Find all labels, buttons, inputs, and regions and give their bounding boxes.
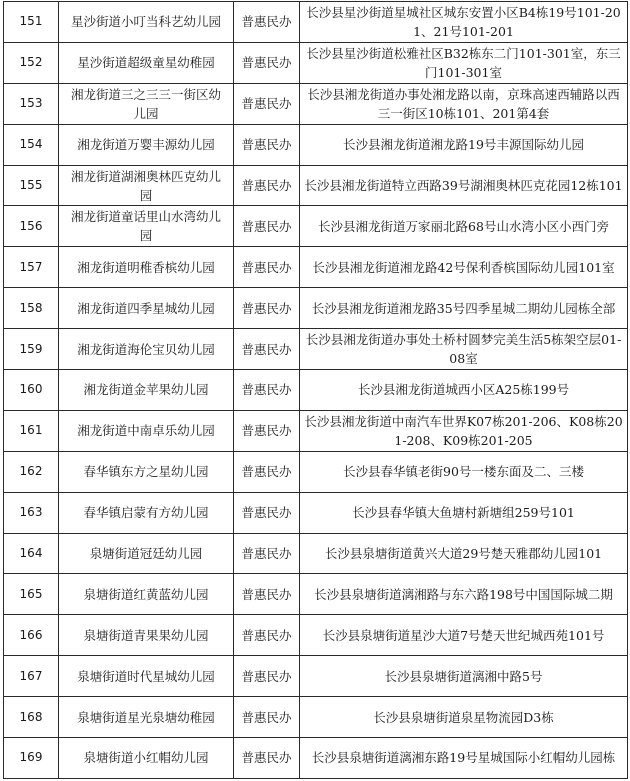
school-type: 普惠民办 — [234, 42, 300, 83]
school-type: 普惠民办 — [234, 574, 300, 615]
kindergarten-name: 泉塘街道红黄蓝幼儿园 — [59, 574, 234, 615]
school-type: 普惠民办 — [234, 329, 300, 370]
school-type: 普惠民办 — [234, 533, 300, 574]
table-row — [4, 42, 628, 83]
row-number: 156 — [4, 206, 59, 247]
table-row — [4, 738, 628, 779]
table-row — [4, 329, 628, 370]
school-type: 普惠民办 — [234, 410, 300, 451]
table-row — [4, 615, 628, 656]
row-number: 157 — [4, 247, 59, 288]
address: 长沙县湘龙街道湘龙路42号保利香槟国际幼儿园101室 — [300, 247, 628, 288]
table-row — [4, 165, 628, 206]
address: 长沙县星沙街道星城社区城东安置小区B4栋19号101-201、21号101-201 — [300, 2, 628, 43]
row-number: 162 — [4, 451, 59, 492]
kindergarten-name: 泉塘街道青果果幼儿园 — [59, 615, 234, 656]
row-number: 164 — [4, 533, 59, 574]
row-number: 167 — [4, 656, 59, 697]
school-type: 普惠民办 — [234, 370, 300, 411]
kindergarten-name: 春华镇启蒙有方幼儿园 — [59, 492, 234, 533]
table-row — [4, 656, 628, 697]
address: 长沙县湘龙街道城西小区A25栋199号 — [300, 370, 628, 411]
row-number: 154 — [4, 124, 59, 165]
address: 长沙县湘龙街道特立西路39号湖湘奥林匹克花园12栋101 — [300, 165, 628, 206]
kindergarten-name: 湘龙街道三之三三一街区幼儿园 — [59, 83, 234, 124]
table-row — [4, 124, 628, 165]
address: 长沙县泉塘街道黄兴大道29号楚天雅郡幼儿园101 — [300, 533, 628, 574]
row-number: 158 — [4, 288, 59, 329]
address: 长沙县湘龙街道办事处土桥村圆梦完美生活5栋架空层01-08室 — [300, 329, 628, 370]
table-row — [4, 533, 628, 574]
table-row — [4, 247, 628, 288]
school-type: 普惠民办 — [234, 615, 300, 656]
row-number: 155 — [4, 165, 59, 206]
table-row — [4, 451, 628, 492]
school-type: 普惠民办 — [234, 165, 300, 206]
row-number: 152 — [4, 42, 59, 83]
row-number: 159 — [4, 329, 59, 370]
row-number: 168 — [4, 697, 59, 738]
address: 长沙县湘龙街道万家丽北路68号山水湾小区小西门旁 — [300, 206, 628, 247]
kindergarten-name: 泉塘街道星光泉塘幼稚园 — [59, 697, 234, 738]
table-row — [4, 370, 628, 411]
address: 长沙县湘龙街道湘龙路35号四季星城二期幼儿园栋全部 — [300, 288, 628, 329]
row-number: 161 — [4, 410, 59, 451]
kindergarten-name: 春华镇东方之星幼儿园 — [59, 451, 234, 492]
kindergarten-name: 湘龙街道四季星城幼儿园 — [59, 288, 234, 329]
address: 长沙县泉塘街道漓湘路与东六路198号中国国际城二期 — [300, 574, 628, 615]
school-type: 普惠民办 — [234, 124, 300, 165]
address: 长沙县春华镇老街90号一楼东面及二、三楼 — [300, 451, 628, 492]
table-row — [4, 206, 628, 247]
table-row — [4, 83, 628, 124]
school-type: 普惠民办 — [234, 83, 300, 124]
school-type: 普惠民办 — [234, 697, 300, 738]
kindergarten-name: 星沙街道超级童星幼稚园 — [59, 42, 234, 83]
table-row — [4, 574, 628, 615]
school-type: 普惠民办 — [234, 451, 300, 492]
row-number: 160 — [4, 370, 59, 411]
table-row — [4, 410, 628, 451]
kindergarten-name: 泉塘街道小红帽幼儿园 — [59, 738, 234, 779]
school-type: 普惠民办 — [234, 2, 300, 43]
row-number: 165 — [4, 574, 59, 615]
table-row — [4, 2, 628, 43]
kindergarten-name: 湘龙街道明稚香槟幼儿园 — [59, 247, 234, 288]
table-row — [4, 697, 628, 738]
kindergarten-table — [3, 1, 628, 779]
kindergarten-name: 星沙街道小叮当科艺幼儿园 — [59, 2, 234, 43]
address: 长沙县泉塘街道星沙大道7号楚天世纪城西苑101号 — [300, 615, 628, 656]
school-type: 普惠民办 — [234, 247, 300, 288]
address: 长沙县湘龙街道湘龙路19号丰源国际幼儿园 — [300, 124, 628, 165]
row-number: 151 — [4, 2, 59, 43]
kindergarten-name: 湘龙街道万婴丰源幼儿园 — [59, 124, 234, 165]
kindergarten-name: 湘龙街道童话里山水湾幼儿园 — [59, 206, 234, 247]
row-number: 169 — [4, 738, 59, 779]
kindergarten-name: 泉塘街道冠廷幼儿园 — [59, 533, 234, 574]
school-type: 普惠民办 — [234, 206, 300, 247]
table-row — [4, 492, 628, 533]
school-type: 普惠民办 — [234, 288, 300, 329]
row-number: 163 — [4, 492, 59, 533]
kindergarten-name: 湘龙街道湖湘奥林匹克幼儿园 — [59, 165, 234, 206]
row-number: 166 — [4, 615, 59, 656]
school-type: 普惠民办 — [234, 656, 300, 697]
address: 长沙县春华镇大鱼塘村新塘组259号101 — [300, 492, 628, 533]
kindergarten-name: 湘龙街道金苹果幼儿园 — [59, 370, 234, 411]
address: 长沙县泉塘街道漓湘东路19号星城国际小红帽幼儿园栋 — [300, 738, 628, 779]
table-body — [4, 2, 628, 779]
row-number: 153 — [4, 83, 59, 124]
address: 长沙县星沙街道松雅社区B32栋东二门101-301室，东三门101-301室 — [300, 42, 628, 83]
address: 长沙县湘龙街道办事处湘龙路以南，京珠高速西辅路以西三一街区10栋101、201第4套 — [300, 83, 628, 124]
kindergarten-name: 泉塘街道时代星城幼儿园 — [59, 656, 234, 697]
kindergarten-name: 湘龙街道海伦宝贝幼儿园 — [59, 329, 234, 370]
school-type: 普惠民办 — [234, 738, 300, 779]
kindergarten-name: 湘龙街道中南卓乐幼儿园 — [59, 410, 234, 451]
table-row — [4, 288, 628, 329]
address: 长沙县泉塘街道泉星物流园D3栋 — [300, 697, 628, 738]
address: 长沙县泉塘街道漓湘中路5号 — [300, 656, 628, 697]
school-type: 普惠民办 — [234, 492, 300, 533]
address: 长沙县湘龙街道中南汽车世界K07栋201-206、K08栋201-208、K09栋201-205 — [300, 410, 628, 451]
